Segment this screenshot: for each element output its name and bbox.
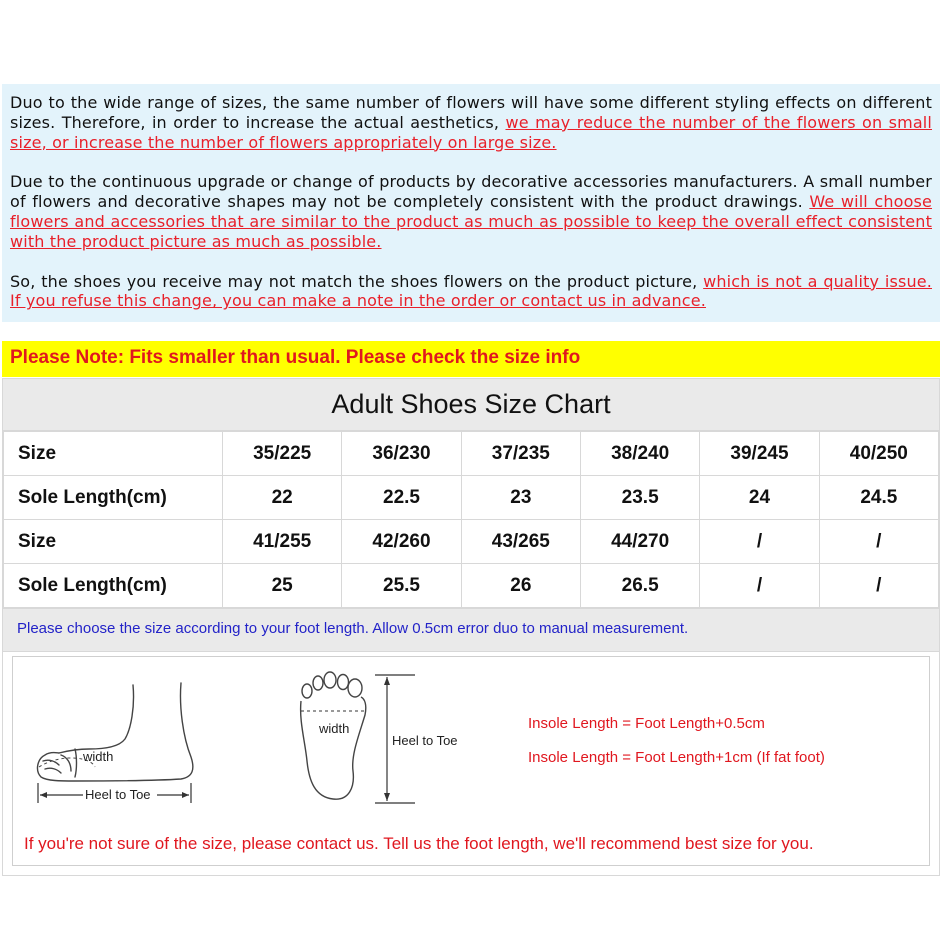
size-chart-title: Adult Shoes Size Chart [3,379,939,431]
table-cell: 39/245 [700,432,819,476]
table-row [4,476,939,520]
contact-recommendation: If you're not sure of the size, please contact us. Tell us the foot length, we'll recommend best size for you. [24,834,814,853]
table-cell: 22.5 [342,476,461,520]
top-length-label: Heel to Toe [392,733,458,748]
notice-text: So, the shoes you receive may not match the shoes flowers on the product picture, [10,271,704,291]
table-cell: 41/255 [223,520,342,564]
side-width-label: width [83,749,114,764]
table-cell: / [819,520,938,564]
table-row [4,520,939,564]
size-table [3,431,939,608]
notice-paragraph-1 [10,93,932,152]
row-label: Size [4,520,223,564]
table-row [4,564,939,608]
notice-highlight: which is not a quality issue. If you refuse this change, you can make a note in the order or contact us in advance. [10,271,932,311]
side-length-label: Heel to Toe [85,787,151,802]
table-cell: 43/265 [461,520,580,564]
table-cell: 23.5 [580,476,699,520]
notice-paragraph-2 [10,172,932,251]
table-cell: / [700,520,819,564]
notice-highlight: we may reduce the number of the flowers on small size, or increase the number of flowers appropriately on large size. [10,112,932,152]
notice-text: Due to the continuous upgrade or change of products by decorative accessories manufacturers. A small number of flowers and decorative shapes may not be completely consistent with the product drawings. [10,172,932,212]
notice-paragraph-3 [10,272,932,312]
row-label: Sole Length(cm) [4,476,223,520]
table-cell: 25 [223,564,342,608]
table-cell: 36/230 [342,432,461,476]
row-label: Size [4,432,223,476]
table-cell: 24.5 [819,476,938,520]
measure-panel [12,656,930,866]
notice-box [2,84,940,322]
table-cell: 26 [461,564,580,608]
top-width-label: width [319,721,350,736]
table-cell: / [819,564,938,608]
table-cell: 25.5 [342,564,461,608]
table-row [4,432,939,476]
table-cell: 26.5 [580,564,699,608]
row-label: Sole Length(cm) [4,564,223,608]
table-cell: 22 [223,476,342,520]
table-cell: 40/250 [819,432,938,476]
table-cell: 44/270 [580,520,699,564]
notice-text: Duo to the wide range of sizes, the same number of flowers will have some different styling effects on different sizes. Therefore, in order to increase the actual aesthetics, [10,93,932,132]
insole-formula-fat-foot: Insole Length = Foot Length+1cm (If fat foot) [528,749,825,766]
fit-warning-bar: Please Note: Fits smaller than usual. Please check the size info [2,341,940,377]
table-cell: 37/235 [461,432,580,476]
table-cell: 23 [461,476,580,520]
measurement-hint: Please choose the size according to your foot length. Allow 0.5cm error duo to manual measurement. [3,608,939,651]
table-cell: 38/240 [580,432,699,476]
insole-formula-normal: Insole Length = Foot Length+0.5cm [528,715,765,732]
table-cell: 35/225 [223,432,342,476]
table-cell: 42/260 [342,520,461,564]
table-cell: / [700,564,819,608]
foot-side-view-illustration [31,677,221,807]
foot-top-view-illustration [293,671,473,811]
table-cell: 24 [700,476,819,520]
notice-highlight: We will choose flowers and accessories that are similar to the product as much as possible to keep the overall effect consistent with the product picture as much as possible. [10,192,932,251]
